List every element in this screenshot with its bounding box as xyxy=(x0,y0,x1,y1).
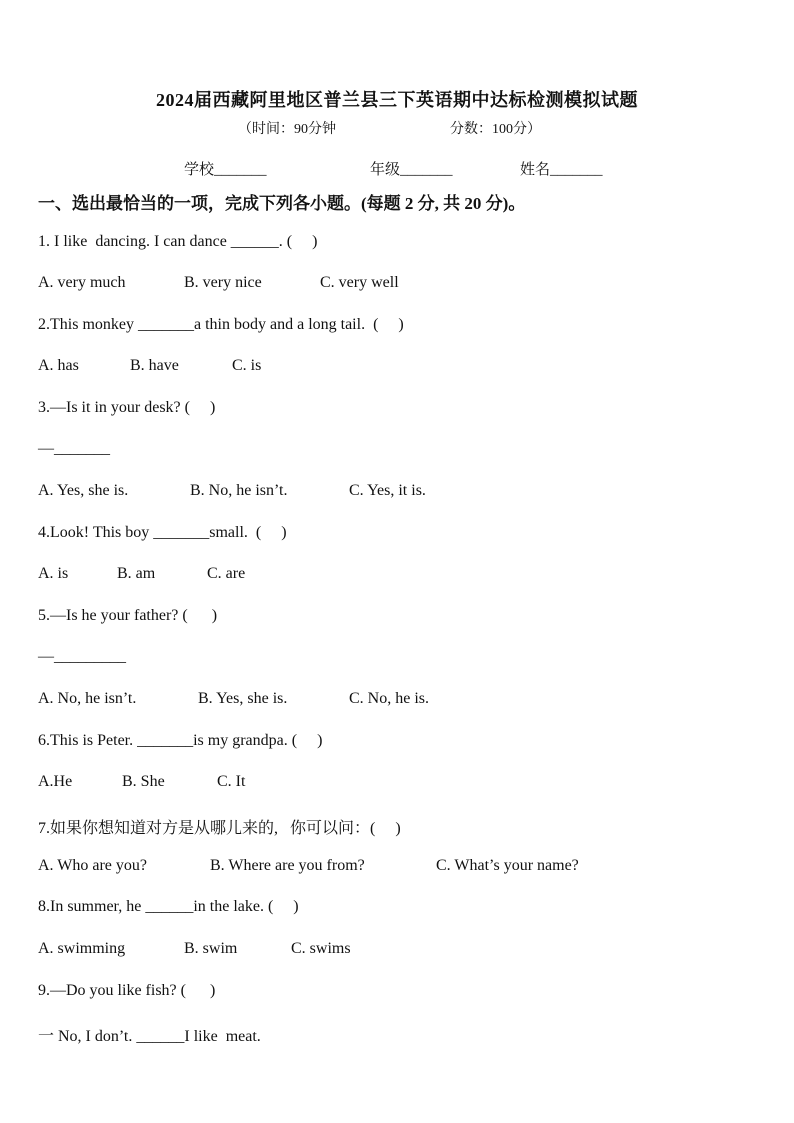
option-b[interactable]: B. very nice xyxy=(184,274,262,291)
grade-field[interactable]: 年级_______ xyxy=(370,162,453,178)
question-6-stem: 6.This is Peter. _______is my grandpa. ( ) xyxy=(38,732,323,749)
section-heading: 一、选出最恰当的一项，完成下列各小题。(每题 2 分, 共 20 分)。 xyxy=(38,194,526,213)
option-b[interactable]: B. No, he isn’t. xyxy=(190,482,288,499)
option-c[interactable]: C. No, he is. xyxy=(349,690,429,707)
option-c[interactable]: C. swims xyxy=(291,940,351,957)
exam-title: 2024届西藏阿里地区普兰县三下英语期中达标检测模拟试题 xyxy=(156,90,638,110)
time-limit: （时间：90分钟 xyxy=(238,122,336,137)
option-c[interactable]: C. is xyxy=(232,357,262,374)
question-1-stem: 1. I like dancing. I can dance ______. ( ) xyxy=(38,233,318,250)
option-b[interactable]: B. have xyxy=(130,357,179,374)
question-8-stem: 8.In summer, he ______in the lake. ( ) xyxy=(38,898,299,915)
option-b[interactable]: B. Where are you from? xyxy=(210,857,365,874)
option-a[interactable]: A. Who are you? xyxy=(38,857,147,874)
question-9-stem: 9.—Do you like fish? ( ) xyxy=(38,982,216,999)
option-b[interactable]: B. Yes, she is. xyxy=(198,690,288,707)
option-b[interactable]: B. swim xyxy=(184,940,238,957)
option-c[interactable]: C. It xyxy=(217,773,246,790)
question-9-answer-line: 一 No, I don’t. ______I like meat. xyxy=(38,1028,261,1045)
option-a[interactable]: A. Yes, she is. xyxy=(38,482,129,499)
option-a[interactable]: A. very much xyxy=(38,274,126,291)
total-score: 分数：100分） xyxy=(450,122,541,137)
question-3-stem: 3.—Is it in your desk? ( ) xyxy=(38,399,216,416)
option-a[interactable]: A. is xyxy=(38,565,69,582)
option-b[interactable]: B. am xyxy=(117,565,156,582)
option-a[interactable]: A. has xyxy=(38,357,79,374)
option-c[interactable]: C. are xyxy=(207,565,246,582)
option-a[interactable]: A.He xyxy=(38,773,73,790)
question-5-answer-line: —_________ xyxy=(38,648,126,665)
question-7-stem: 7.如果你想知道对方是从哪儿来的, 你可以问：( ) xyxy=(38,820,401,837)
option-c[interactable]: C. Yes, it is. xyxy=(349,482,426,499)
option-c[interactable]: C. What’s your name? xyxy=(436,857,579,874)
school-field[interactable]: 学校_______ xyxy=(184,162,267,178)
name-field[interactable]: 姓名_______ xyxy=(520,162,603,178)
question-2-stem: 2.This monkey _______a thin body and a long tail. ( ) xyxy=(38,316,404,333)
option-b[interactable]: B. She xyxy=(122,773,165,790)
option-c[interactable]: C. very well xyxy=(320,274,399,291)
question-5-stem: 5.—Is he your father? ( ) xyxy=(38,607,218,624)
option-a[interactable]: A. swimming xyxy=(38,940,126,957)
question-3-answer-line: —_______ xyxy=(38,440,110,457)
option-a[interactable]: A. No, he isn’t. xyxy=(38,690,137,707)
question-4-stem: 4.Look! This boy _______small. ( ) xyxy=(38,524,287,541)
